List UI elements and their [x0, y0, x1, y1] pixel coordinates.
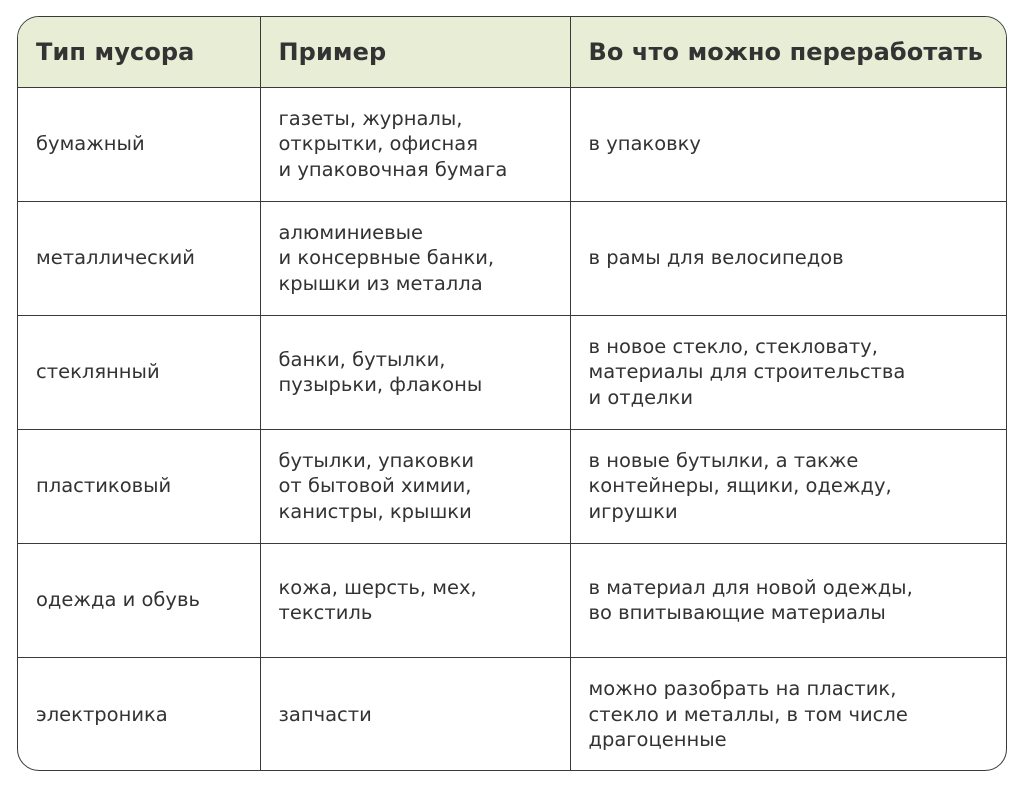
- cell-recycle-into: в рамы для велосипедов: [570, 201, 1006, 315]
- recycling-table-container: [17, 16, 1007, 771]
- cell-recycle-into: в материал для новой одежды, во впитывающие материалы: [570, 543, 1006, 657]
- cell-recycle-into: в новые бутылки, а также контейнеры, ящики, одежду, игрушки: [570, 429, 1006, 543]
- table-row: [18, 315, 1006, 429]
- cell-example: алюминиевые и консервные банки, крышки из металла: [260, 201, 570, 315]
- cell-waste-type: металлический: [18, 201, 260, 315]
- header-waste-type: Тип мусора: [18, 17, 260, 87]
- cell-waste-type: электроника: [18, 657, 260, 771]
- header-example: Пример: [260, 17, 570, 87]
- cell-recycle-into: в упаковку: [570, 87, 1006, 201]
- header-recycle-into: Во что можно переработать: [570, 17, 1006, 87]
- recycling-table: [18, 17, 1006, 771]
- cell-example: запчасти: [260, 657, 570, 771]
- cell-recycle-into: в новое стекло, стекловату, материалы для строительства и отделки: [570, 315, 1006, 429]
- cell-example: банки, бутылки, пузырьки, флаконы: [260, 315, 570, 429]
- cell-waste-type: пластиковый: [18, 429, 260, 543]
- cell-waste-type: стеклянный: [18, 315, 260, 429]
- cell-recycle-into: можно разобрать на пластик, стекло и металлы, в том числе драгоценные: [570, 657, 1006, 771]
- table-header-row: [18, 17, 1006, 87]
- cell-example: бутылки, упаковки от бытовой химии, канистры, крышки: [260, 429, 570, 543]
- cell-waste-type: бумажный: [18, 87, 260, 201]
- table-row: [18, 543, 1006, 657]
- table-row: [18, 429, 1006, 543]
- cell-example: кожа, шерсть, мех, текстиль: [260, 543, 570, 657]
- table-row: [18, 87, 1006, 201]
- cell-example: газеты, журналы, открытки, офисная и упаковочная бумага: [260, 87, 570, 201]
- table-row: [18, 201, 1006, 315]
- table-row: [18, 657, 1006, 771]
- cell-waste-type: одежда и обувь: [18, 543, 260, 657]
